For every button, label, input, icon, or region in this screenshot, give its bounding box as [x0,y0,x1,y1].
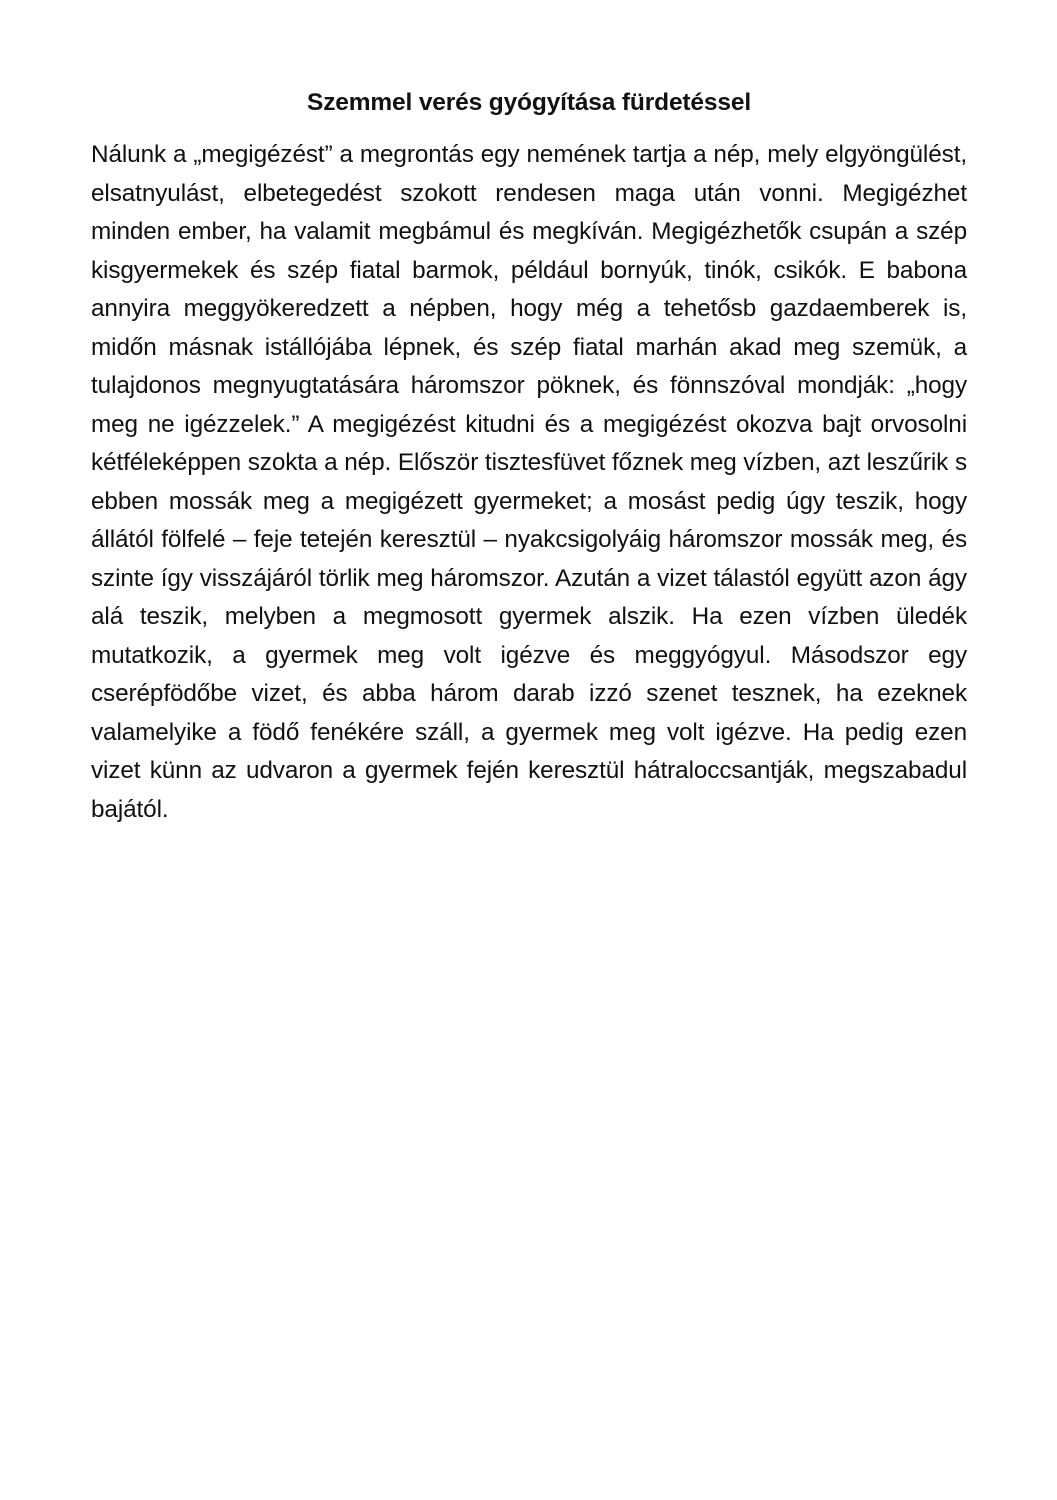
page-title: Szemmel verés gyógyítása fürdetéssel [307,89,751,117]
body-paragraph: Nálunk a „megigézést” a megrontás egy nemének tartja a nép, mely elgyöngülést, elsatnyulást, elbetegedést szokott rendesen maga után vonni. Megigézhet minden ember, ha valamit megbámul és megkíván. Megigézhetők csupán a szép kisgyermekek és szép fiatal barmok, például bornyúk, tinók, csikók. E babona annyira meggyökeredzett a népben, hogy még a tehetősb gazdaemberek is, midőn másnak istállójába lépnek, és szép fiatal marhán akad meg szemük, a tulajdonos megnyugtatására háromszor pöknek, és fönnszóval mondják: „hogy meg ne igézzelek.” A megigézést kitudni és a megigézést okozva bajt orvosolni kétféleképpen szokta a nép. Először tisztesfüvet főznek meg vízben, azt leszűrik s ebben mossák meg a megigézett gyermeket; a mosást pedig úgy teszik, hogy állától fölfelé – feje tetején keresztül – nyakcsigolyáig háromszor mossák meg, és szinte így visszájáról törlik meg háromszor. Azután a vizet tálastól együtt azon ágy alá teszik, melyben a megmosott gyermek alszik. Ha ezen vízben üledék mutatkozik, a gyermek meg volt igézve és meggyógyul. Másodszor egy cserépfödőbe vizet, és abba három darab izzó szenet tesznek, ha ezeknek valamelyike a födő fenékére száll, a gyermek meg volt igézve. Ha pedig ezen vizet künn az udvaron a gyermek fején keresztül hátraloccsantják, megszabadul bajától. [91,141,967,823]
document-body [91,136,967,829]
